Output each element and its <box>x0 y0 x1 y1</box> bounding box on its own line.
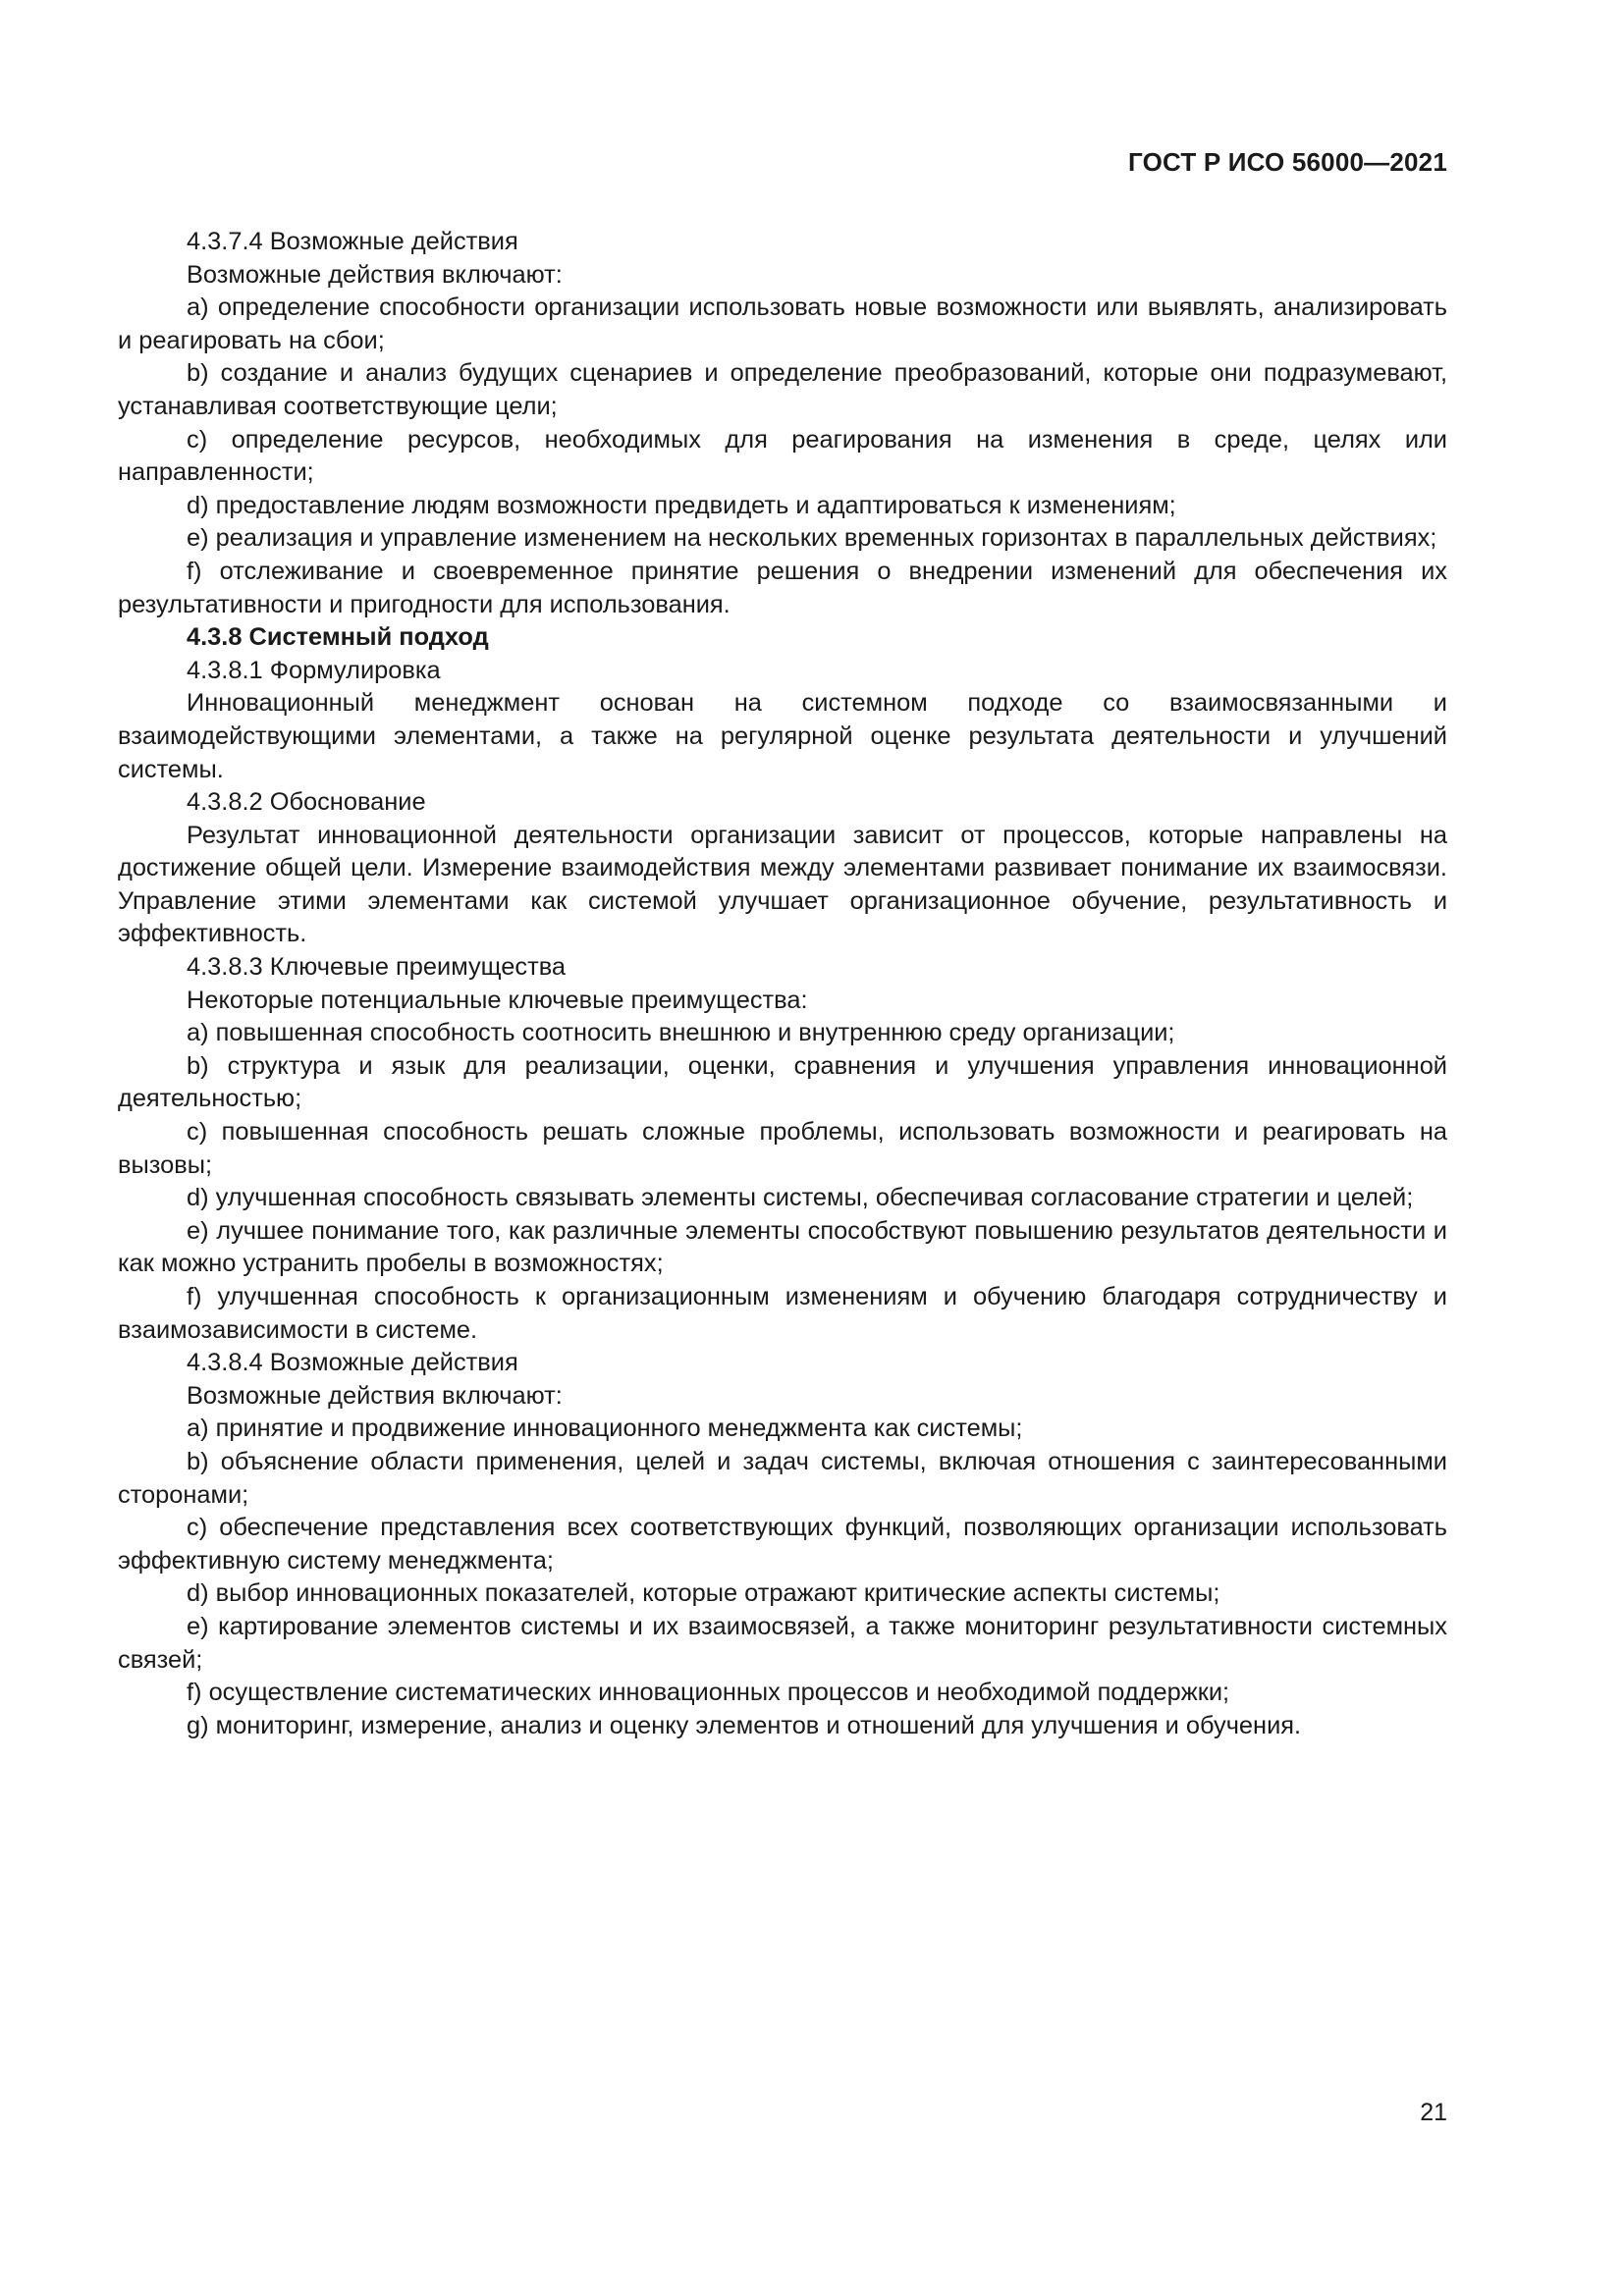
page-number: 21 <box>1420 2099 1447 2126</box>
paragraph: Результат инновационной деятельности организации зависит от процессов, которые направлены на достижение общей цели. Измерение взаимодействия между элементами развивает понимание их взаимосвязи. Управление этими элементами как системой улучшает организационное обучение, результативность и эффективность. <box>118 821 1447 948</box>
subsection-heading: 4.3.7.4 Возможные действия <box>187 228 518 255</box>
list-item: f) осуществление систематических инновационных процессов и необходимой поддержки; <box>187 1679 1230 1707</box>
paragraph: Возможные действия включают: <box>187 260 563 289</box>
list-item: a) принятие и продвижение инновационного менеджмента как системы; <box>187 1415 1023 1443</box>
list-item: b) структура и язык для реализации, оценки, сравнения и улучшения управления инновационной деятельностью; <box>118 1051 1447 1113</box>
list-item: d) выбор инновационных показателей, которые отражают критические аспекты системы; <box>187 1579 1220 1608</box>
list-item: e) реализация и управление изменением на нескольких временных горизонтах в параллельных действиях; <box>187 524 1437 553</box>
subsection-heading: 4.3.8.1 Формулировка <box>187 656 441 684</box>
list-item: e) лучшее понимание того, как различные элементы способствуют повышению результатов деятельности и как можно устранить пробелы в возможностях; <box>118 1216 1447 1278</box>
list-item: d) улучшенная способность связывать элементы системы, обеспечивая согласование стратегии и целей; <box>187 1184 1414 1212</box>
list-item: c) повышенная способность решать сложные проблемы, использовать возможности и реагировать на вызовы; <box>118 1118 1447 1179</box>
standard-header: ГОСТ Р ИСО 56000—2021 <box>1127 147 1447 177</box>
list-item: g) мониторинг, измерение, анализ и оценку элементов и отношений для улучшения и обучения. <box>187 1711 1302 1739</box>
list-item: a) определение способности организации использовать новые возможности или выявлять, анализировать и реагировать на сбои; <box>118 294 1447 354</box>
list-item: c) определение ресурсов, необходимых для реагирования на изменения в среде, целях или направленности; <box>118 425 1447 487</box>
section-heading: 4.3.8 Системный подход <box>187 623 489 652</box>
list-item: d) предоставление людям возможности предвидеть и адаптироваться к изменениям; <box>187 491 1176 519</box>
list-item: c) обеспечение представления всех соответствующих функций, позволяющих организации использовать эффективную систему менеджмента; <box>118 1514 1447 1575</box>
paragraph: Возможные действия включают: <box>187 1381 563 1410</box>
paragraph: Некоторые потенциальные ключевые преимущества: <box>187 986 808 1014</box>
list-item: f) улучшенная способность к организационным изменениям и обучению благодаря сотрудничеству и взаимозависимости в системе. <box>118 1283 1447 1344</box>
list-item: f) отслеживание и своевременное принятие решения о внедрении изменений для обеспечения их результативности и пригодности для использования. <box>118 557 1447 618</box>
list-item: b) создание и анализ будущих сценариев и определение преобразований, которые они подразумевают, устанавливая соответствующие цели; <box>118 359 1447 420</box>
subsection-heading: 4.3.8.3 Ключевые преимущества <box>187 953 567 982</box>
list-item: e) картирование элементов системы и их взаимосвязей, а также мониторинг результативности системных связей; <box>118 1612 1447 1674</box>
subsection-heading: 4.3.8.2 Обоснование <box>187 788 426 817</box>
paragraph: Инновационный менеджмент основан на системном подходе со взаимосвязанными и взаимодействующими элементами, а также на регулярной оценке результата деятельности и улучшений системы. <box>118 689 1447 783</box>
subsection-heading: 4.3.8.4 Возможные действия <box>187 1349 518 1377</box>
list-item: a) повышенная способность соотносить внешнюю и внутреннюю среду организации; <box>187 1019 1175 1047</box>
document-body <box>118 226 1447 1742</box>
list-item: b) объяснение области применения, целей и задач системы, включая отношения с заинтересованными сторонами; <box>118 1447 1447 1509</box>
